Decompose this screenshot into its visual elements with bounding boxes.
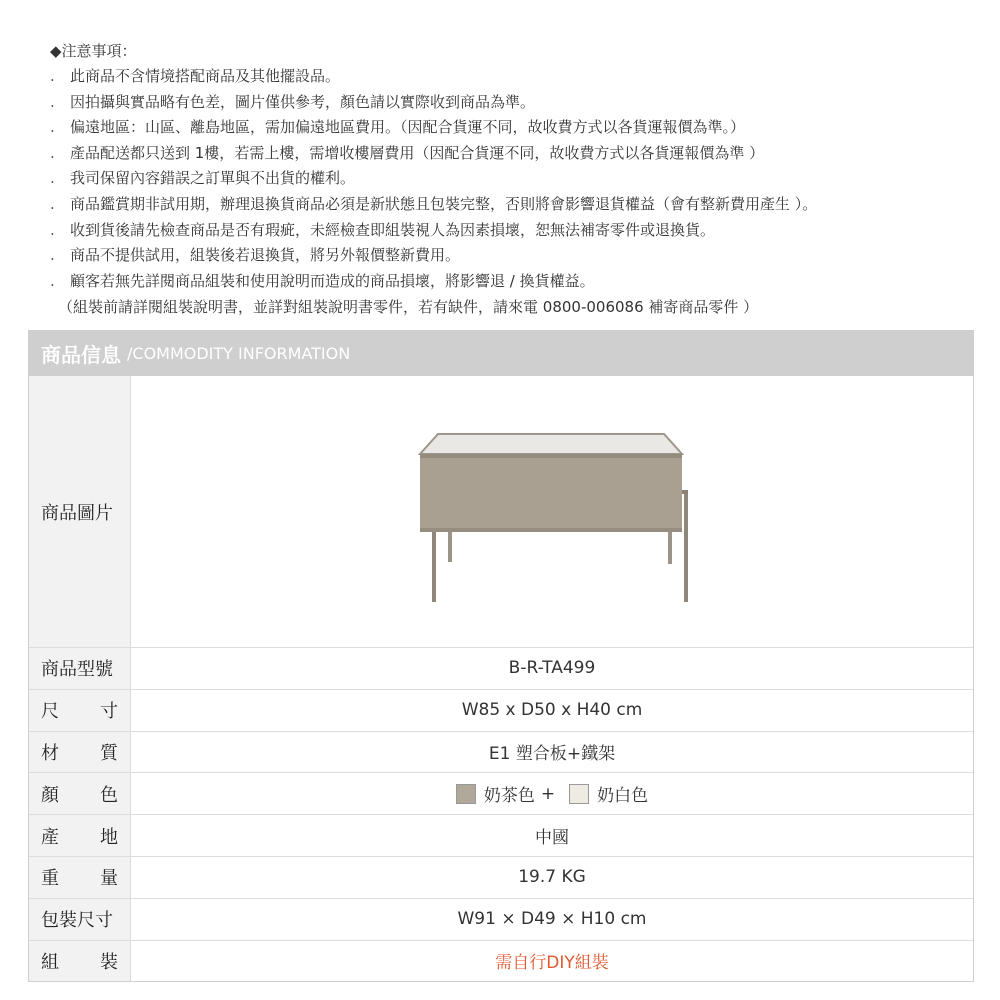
row-label: 產 地 <box>29 815 131 856</box>
row-label: 商品型號 <box>29 648 131 689</box>
info-row-size <box>29 689 973 731</box>
weight-value: 19.7 KG <box>518 867 586 888</box>
color-name-2: 奶白色 <box>597 786 649 807</box>
notice-item: . 商品不提供試用，組裝後若退換貨，將另外報價整新費用。 <box>50 246 461 265</box>
info-header-title: 商品信息 <box>41 343 121 367</box>
info-row-model <box>29 647 973 689</box>
notice-item: . 偏遠地區：山區、離島地區，需加偏遠地區費用。（因配合貨運不同，故收費方式以各貨運報價為準。） <box>50 118 746 137</box>
size-value: W85 x D50 x H40 cm <box>461 700 643 721</box>
info-row-assembly <box>29 940 973 982</box>
origin-value: 中國 <box>535 828 569 849</box>
info-row-package-size <box>29 898 973 940</box>
table-top <box>420 434 682 454</box>
notice-footer: （組裝前請詳閱組裝說明書，並詳對組裝說明書零件，若有缺件，請來電 0800-006086 補寄商品零件 ） <box>58 298 759 317</box>
info-row-weight <box>29 856 973 898</box>
color-value <box>131 773 973 814</box>
assembly-value: 需自行DIY組裝 <box>495 953 609 974</box>
table-leg <box>684 490 688 602</box>
material-value: E1 塑合板+鐵架 <box>488 744 616 765</box>
notice-item: . 產品配送都只送到 1樓，若需上樓，需增收樓層費用（因配合貨運不同，故收費方式以各貨運報價為準 ） <box>50 143 765 162</box>
info-row-material <box>29 731 973 773</box>
info-row-origin <box>29 814 973 856</box>
row-label: 尺 寸 <box>29 690 131 731</box>
notice-item: . 此商品不含情境搭配商品及其他擺設品。 <box>50 67 341 85</box>
row-label: 組 裝 <box>29 941 131 982</box>
table-body <box>420 454 682 532</box>
commodity-info-table <box>28 330 974 982</box>
milk-white-swatch <box>569 784 589 804</box>
notice-item: . 收到貨後請先檢查商品是否有瑕疵，未經檢查即組裝視人為因素損壞，恕無法補寄零件或退換貨。 <box>50 220 716 239</box>
package-size-value: W91 × D49 × H10 cm <box>457 909 647 930</box>
coffee-table-illustration <box>402 422 702 602</box>
color-name-1: 奶茶色 <box>483 786 535 807</box>
row-label: 包裝尺寸 <box>29 899 131 940</box>
info-header-subtitle: /COMMODITY INFORMATION <box>127 344 351 363</box>
picture-row <box>29 376 973 647</box>
notice-title: ◆注意事項： <box>50 42 137 60</box>
notice-item: . 因拍攝與實品略有色差，圖片僅供參考，顏色請以實際收到商品為準。 <box>50 92 536 111</box>
row-label: 材 質 <box>29 732 131 773</box>
notice-item: . 顧客若無先詳閱商品組裝和使用說明而造成的商品損壞，將影響退 / 換貨權益。 <box>50 271 595 290</box>
color-plus: + <box>540 783 556 804</box>
table-body-bottom <box>420 528 682 532</box>
info-row-color <box>29 772 973 814</box>
milk-tea-swatch <box>456 784 476 804</box>
notice-list <box>50 64 980 294</box>
product-image <box>131 376 973 647</box>
notice-section <box>50 38 980 320</box>
notice-item: . 我司保留內容錯誤之訂單與不出貨的權利。 <box>50 169 356 188</box>
row-label: 顏 色 <box>29 773 131 814</box>
notice-item: . 商品鑑賞期非試用期，辦理退換貨商品必須是新狀態且包裝完整，否則將會影響退貨權益（會有整新費用產生 ）。 <box>50 194 818 213</box>
info-header <box>29 331 973 376</box>
picture-label: 商品圖片 <box>29 376 131 647</box>
table-body-edge <box>420 454 682 458</box>
model-value: B-R-TA499 <box>508 658 596 679</box>
row-label: 重 量 <box>29 857 131 898</box>
